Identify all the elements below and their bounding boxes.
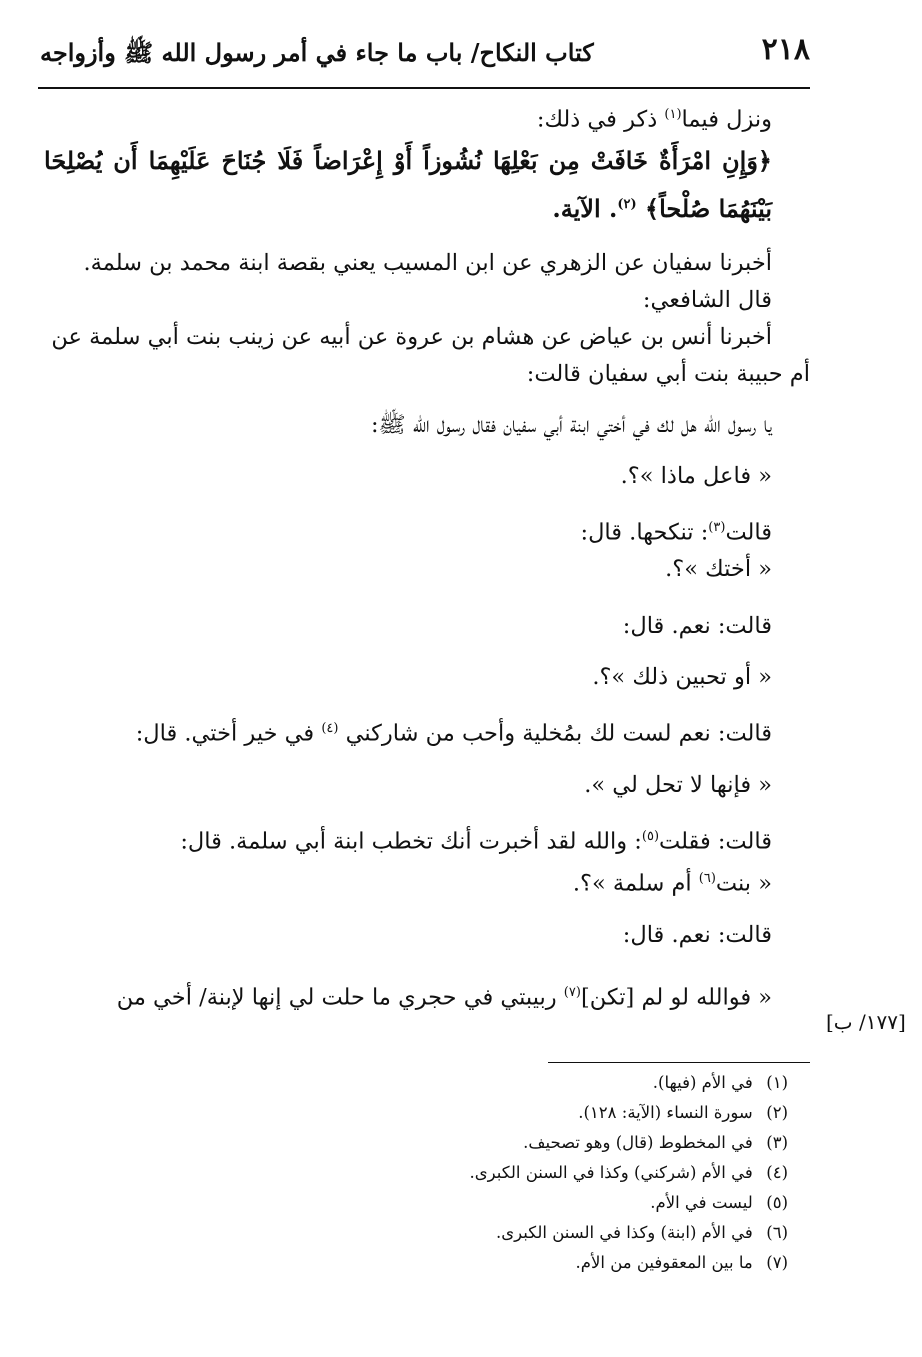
- footnote: (٤) في الأم (شركني) وكذا في السنن الكبرى.: [469, 1163, 788, 1182]
- footnote-marker[interactable]: (٣): [708, 519, 726, 535]
- footnote: (٣) في المخطوط (قال) وهو تصحيف.: [523, 1133, 788, 1152]
- text-line: قالت: نعم. قال:: [622, 613, 772, 639]
- text-line: « فوالله لو لم [تكن]$^{(٧)}$ ربيبتي في حجري ما حلت لي إنها لإبنة/ أخي من: [116, 984, 772, 1010]
- text-line: « فإنها لا تحل لي ».: [584, 771, 772, 798]
- text-line: أم حبيبة بنت أبي سفيان قالت:: [526, 360, 810, 387]
- text-line: قالت: فقلت$^{(٥)}$: والله لقد أخبرت أنك تخطب ابنة أبي سلمة. قال:: [180, 828, 772, 854]
- main-text: [44, 96, 810, 1016]
- page-number: ٢١٨: [761, 32, 810, 67]
- footnote-marker[interactable]: (٢): [617, 196, 637, 212]
- text-line: « بنت$^{(٦)}$ أم سلمة »؟.: [572, 870, 772, 897]
- text-line: قالت: نعم. قال:: [622, 921, 772, 948]
- footnote-marker[interactable]: (٦): [698, 871, 716, 886]
- quran-verse: ﴿وَإِنِ امْرَأَةٌ خَافَتْ مِن بَعْلِهَا نُشُوزاً أَوْ إِعْرَاضاً فَلَا جُنَاحَ عَلَيْهِمَا أَن يُصْلِحَا بَيْنَهُمَا صُلْحاً﴾ $^{(٢)}$. الآية.: [44, 145, 772, 223]
- text-line: « أختك »؟.: [665, 556, 772, 582]
- footnote: (٧) ما بين المعقوفين من الأم.: [575, 1253, 788, 1272]
- text-line: قالت$^{(٣)}$: تنكحها. قال:: [580, 519, 772, 545]
- footnote-marker[interactable]: (٥): [641, 828, 660, 844]
- footnote-marker[interactable]: (٤): [321, 721, 339, 736]
- footnote: (٢) سورة النساء (الآية: ١٢٨).: [578, 1103, 788, 1122]
- manuscript-folio-note: [١٧٧/ ب]: [826, 1010, 906, 1034]
- text-line: قال الشافعي:: [642, 286, 772, 313]
- footnote: (٥) ليست في الأم.: [650, 1193, 788, 1212]
- text-line: يا رسول الله هل لك في أختي ابنة أبي سفيان فقال رسول الله ﷺ:: [370, 411, 772, 438]
- footnote-marker[interactable]: (١): [664, 107, 682, 122]
- footnote-divider: [548, 1062, 810, 1063]
- text-line: « أو تحبين ذلك »؟.: [592, 664, 772, 690]
- running-title: كتاب النكاح/ باب ما جاء في أمر رسول الله ﷺ وأزواجه: [40, 38, 594, 67]
- footnote: (٦) في الأم (ابنة) وكذا في السنن الكبرى.: [496, 1223, 788, 1242]
- page-header: [38, 30, 810, 86]
- footnote: (١) في الأم (فيها).: [652, 1073, 788, 1092]
- footnote-marker[interactable]: (٧): [563, 984, 581, 1000]
- footnotes: [44, 1068, 788, 1278]
- text-line: ونزل فيما$^{(١)}$ ذكر في ذلك:: [536, 106, 772, 133]
- text-line: « فاعل ماذا »؟.: [620, 462, 772, 489]
- text-line: قالت: نعم لست لك بمُخلية وأحب من شاركني $^{(٤)}$ في خير أختي. قال:: [135, 720, 772, 747]
- header-divider: [38, 87, 810, 89]
- text-line: أخبرنا سفيان عن الزهري عن ابن المسيب يعني بقصة ابنة محمد بن سلمة.: [83, 249, 772, 276]
- text-line: أخبرنا أنس بن عياض عن هشام بن عروة عن أبيه عن زينب بنت أبي سلمة عن: [51, 323, 772, 350]
